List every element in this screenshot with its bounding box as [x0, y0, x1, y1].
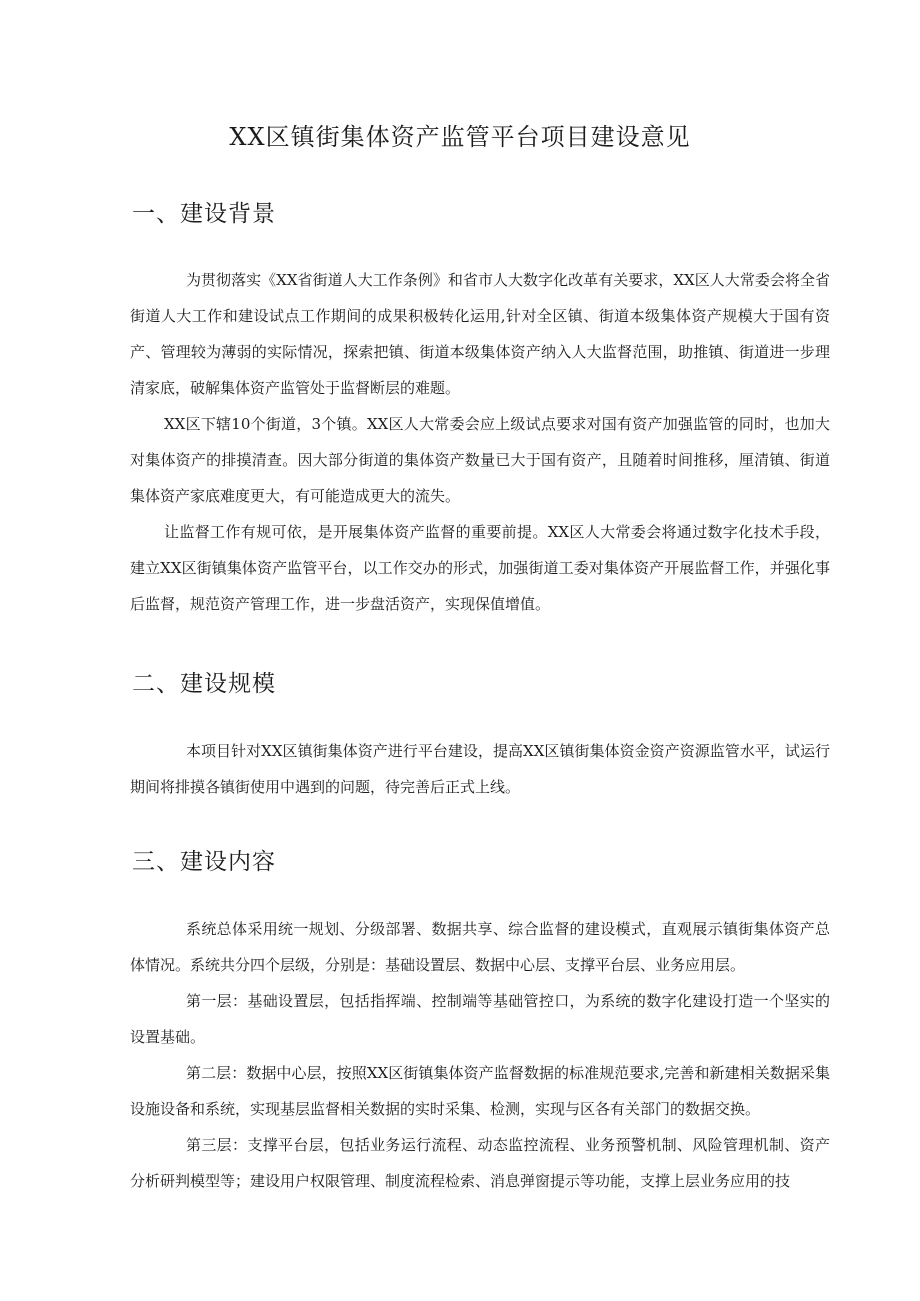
paragraph-background-3: 让监督工作有规可依，是开展集体资产监督的重要前提。XX区人大常委会将通过数字化技术手段，建立XX区街镇集体资产监管平台，以工作交办的形式，加强街道工委对集体资产开展监督工作，并强化事后监督，规范资产管理工作，进一步盘活资产，实现保值增值。: [130, 523, 830, 613]
paragraph-content-3: 第二层：数据中心层，按照XX区街镇集体资产监督数据的标准规范要求,完善和新建相关数据采集设施设备和系统，实现基层监督相关数据的实时采集、检测，实现与区各有关部门的数据交换。: [130, 1064, 830, 1118]
paragraph-background-1: 为贯彻落实《XX省街道人大工作条例》和省市人大数字化改革有关要求，XX区人大常委会将全省街道人大工作和建设试点工作期间的成果积极转化运用,针对全区镇、街道本级集体资产规模大于国有资产、管理较为薄弱的实际情况，探索把镇、街道本级集体资产纳入人大监督范围，助推镇、街道进一步理清家底，破解集体资产监管处于监督断层的难题。: [130, 271, 830, 397]
paragraph-scale-1: 本项目针对XX区镇街集体资产进行平台建设，提高XX区镇街集体资金资产资源监管水平，试运行期间将排摸各镇街使用中遇到的问题，待完善后正式上线。: [130, 742, 830, 796]
paragraph-content-4: 第三层：支撑平台层，包括业务运行流程、动态监控流程、业务预警机制、风险管理机制、资产分析研判模型等；建设用户权限管理、制度流程检索、消息弹窗提示等功能，支撑上层业务应用的技: [130, 1136, 830, 1190]
paragraph-background-2: XX区下辖10个街道，3个镇。XX区人大常委会应上级试点要求对国有资产加强监管的同时，也加大对集体资产的排摸清查。因大部分街道的集体资产数量已大于国有资产，且随着时间推移，厘清镇、街道集体资产家底难度更大，有可能造成更大的流失。: [130, 415, 830, 505]
section-heading-scale: 二、建设规模: [132, 671, 276, 697]
paragraph-content-2: 第一层：基础设置层，包括指挥端、控制端等基础管控口，为系统的数字化建设打造一个坚实的设置基础。: [130, 992, 830, 1046]
section-heading-background: 一、建设背景: [132, 201, 276, 227]
section-heading-content: 三、建设内容: [132, 849, 276, 875]
document-title: XX区镇街集体资产监管平台项目建设意见: [229, 123, 691, 151]
paragraph-content-1: 系统总体采用统一规划、分级部署、数据共享、综合监督的建设模式，直观展示镇街集体资产总体情况。系统共分四个层级，分别是：基础设置层、数据中心层、支撑平台层、业务应用层。: [130, 920, 830, 974]
